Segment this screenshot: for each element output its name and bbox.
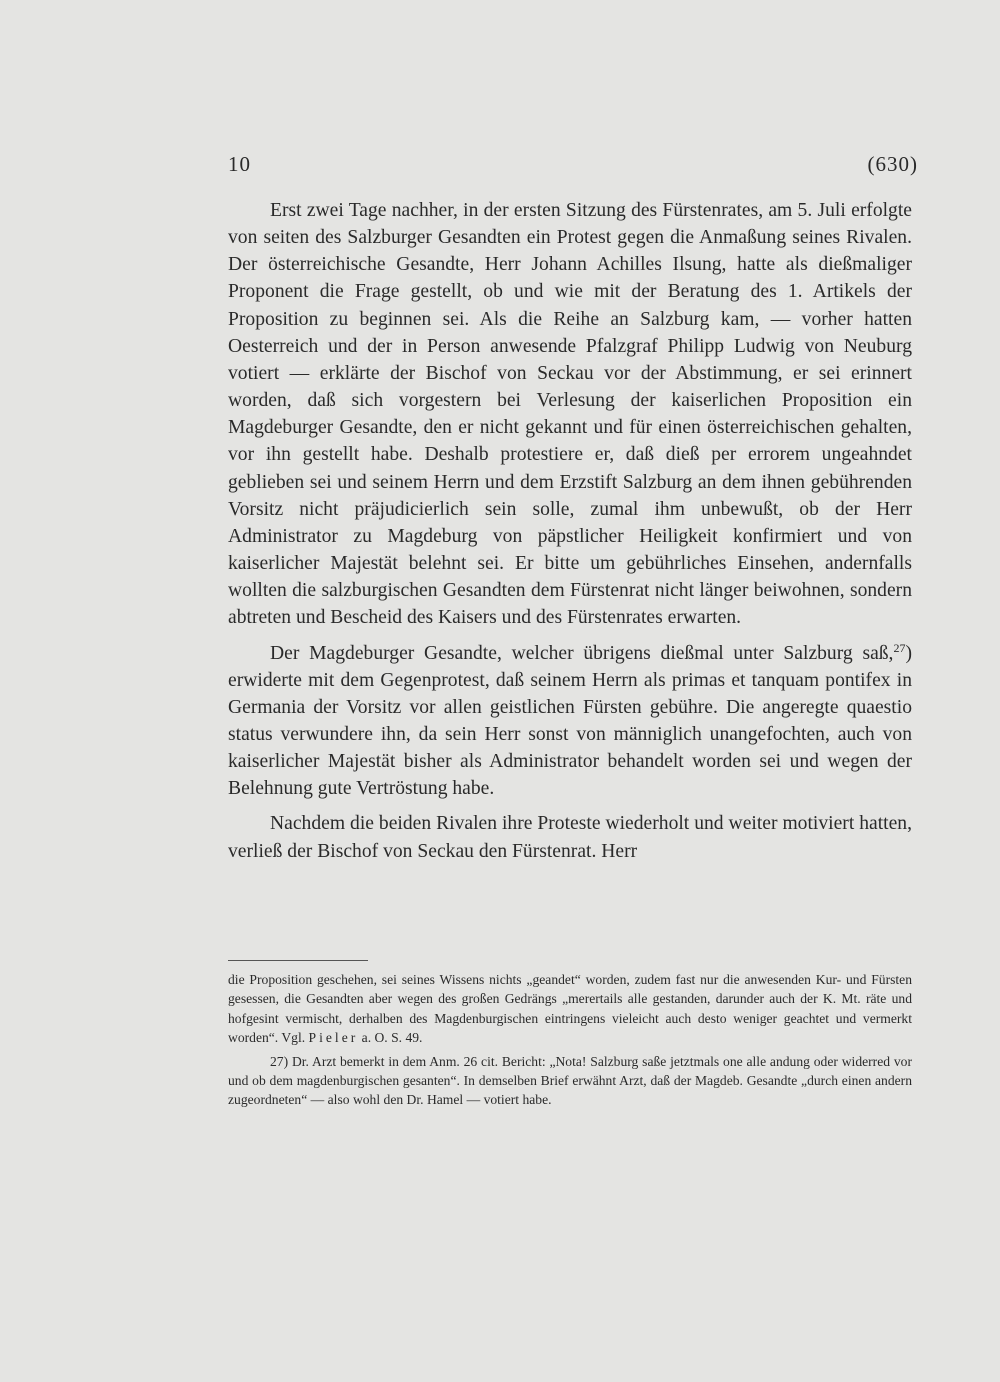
paragraph-2 bbox=[228, 640, 912, 803]
footnote-continued-tail: a. O. S. 49. bbox=[358, 1030, 423, 1046]
footnote-author: Pieler bbox=[308, 1030, 359, 1046]
footnote-continued-text: die Proposition geschehen, sei seines Wissens nichts „geandet“ worden, zudem fast nur die anwesenden Kur- und Fürsten gesessen, die Gesandten aber wegen des großen Gedrängs „merertails alle gestanden, darunder auch der K. Mt. räte und hofgesint vermischt, derhalben des Magdenburgischen eintringens vieleicht auch desto weniger geachtet und vermerkt worden“. Vgl. bbox=[228, 972, 912, 1046]
paragraph-3: Nachdem die beiden Rivalen ihre Proteste wiederholt und weiter motiviert hatten, verließ der Bischof von Seckau den Fürstenrat. Herr bbox=[228, 813, 912, 862]
page-number: 10 bbox=[228, 152, 251, 176]
main-text bbox=[228, 197, 912, 865]
footnote-27: 27) Dr. Arzt bemerkt in dem Anm. 26 cit. Bericht: „Nota! Salzburg saße jetztmals one alle andung oder widerred vor und ob dem magdenburgischen gesanten“. In demselben Brief erwähnt Arzt, daß der Magdeb. Gesandte „durch einen andern zugeordneten“ — also wohl den Dr. Hamel — votiert habe. bbox=[228, 1053, 912, 1108]
page-reference: (630) bbox=[867, 152, 918, 176]
footnote-continued bbox=[228, 970, 912, 1048]
footnote-divider bbox=[228, 960, 368, 961]
footnote-ref-27: 27 bbox=[893, 640, 906, 655]
paragraph-2-start: Der Magdeburger Gesandte, welcher übrigens dießmal unter Salzburg saß, bbox=[270, 642, 894, 664]
paragraph-1: Erst zwei Tage nachher, in der ersten Sitzung des Fürstenrates, am 5. Juli erfolgte von seiten des Salzburger Gesandten ein Protest gegen die Anmaßung seines Rivalen. Der österreichische Gesandte, Herr Johann Achilles Ilsung, hatte als dießmaliger Proponent die Frage gestellt, ob und wie mit der Beratung des 1. Artikels der Proposition zu beginnen sei. Als die Reihe an Salzburg kam, — vorher hatten Oesterreich und der in Person anwesende Pfalzgraf Philipp Ludwig von Neuburg votiert — erklärte der Bischof von Seckau vor der Abstimmung, er sei erinnert worden, daß sich vorgestern bei Verlesung der kaiserlichen Proposition ein Magdeburger Gesandte, den er nicht gekannt und für einen österreichischen gehalten, vor ihn gestellt habe. Deshalb protestiere er, daß dieß per errorem ungeahndet geblieben sei und seinem Herrn und dem Erzstift Salzburg an dem ihnen gebührenden Vorsitz nicht präjudicierlich sein solle, zumal ihm unbewußt, ob der Herr Administrator zu Magdeburg von päpstlicher Heiligkeit konfirmiert und von kaiserlicher Majestät belehnt sei. Er bitte um gebührliches Einsehen, andernfalls wollten die salzburgischen Gesandten dem Fürstenrat nicht länger beiwohnen, sondern abtreten und Bescheid des Kaisers und des Fürstenrates erwarten. bbox=[228, 200, 912, 629]
footnotes bbox=[228, 970, 912, 1114]
paragraph-2-rest: ) erwiderte mit dem Gegenprotest, daß seinem Herrn als primas et tanquam pontifex in Germania der Vorsitz vor allen geistlichen Fürsten gebühre. Die angeregte quaestio status verwundere ihn, da sein Herr sonst von männiglich unangefochten, auch von kaiserlicher Majestät bisher als Administrator behandelt worden sei und wegen der Belehnung gute Vertröstung habe. bbox=[228, 642, 912, 800]
